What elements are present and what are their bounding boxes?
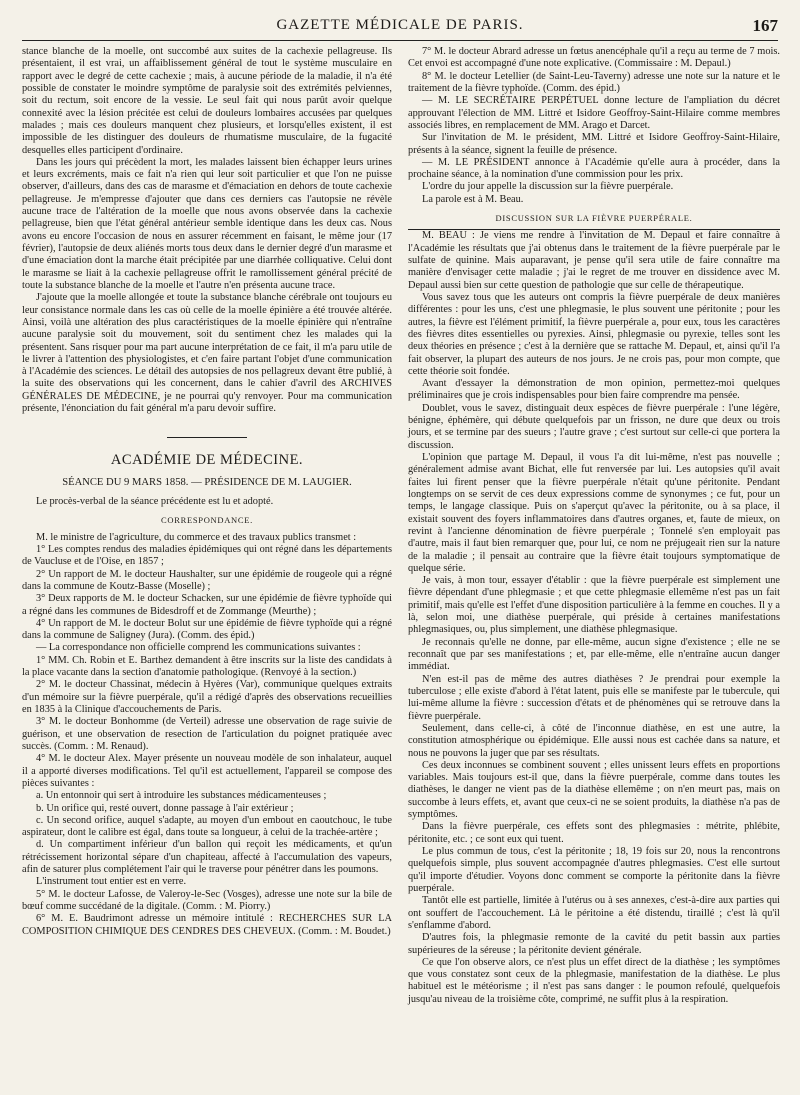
paragraph: a. Un entonnoir qui sert à introduire les substances médicamenteuses ; [36,790,327,802]
paragraph: Sur l'invitation de M. le président, MM. Littré et Isidore Geoffroy-Saint-Hilaire, présents à la séance, signent la feuille de présence. [408,132,780,156]
section-title: ACADÉMIE DE MÉDECINE. [110,452,304,469]
paragraph: Dans les jours qui précèdent la mort, les malades laissent bien échapper leurs urines et leurs excréments, mais ce fait n'a rien qui leur soit particulier et que l'on ne puisse observer, d'ailleurs, dans des cas de marasme et d'émaciation en dehors de toute cachexie pellagreuse. Je m'empresse d'ajouter que dans ces derniers cas l'autopsie ne révèle aucune trace de l'altération de la moelle que nous avons observée dans la cachexie pellagreuse, bien que l'état général antérieur semble identique dans les deux cas. Nous avons eu encore l'occasion de nous en assurer récemment en faisant, le même jour (17 février), l'autopsie de deux aliénés morts tous deux dans le dernier degré d'un marasme et d'une émaciation dont la marche était précipitée par une diarrhée colliquative. Celui dont le marasme se liait à la cachexie pellagreuse offrit le ramollissement général précité de toute la substance blanche de la moelle et l'autre n'en présenta aucune trace. [22,156,392,291]
subsection-heading: DISCUSSION SUR LA FIÈVRE PUERPÉRALE. [495,213,693,224]
paragraph: Ce que l'on observe alors, ce n'est plus un effet direct de la diathèse ; les symptômes que vous constatez sont ceux de la phlegmasie, manifestation de la diathèse. Le plus habituel est le météorisme ; il n'est pas sans danger : le poumon refoulé, quelquefois jusqu'au niveau de la troisième côte, comprimé, ne suffit plus à la respiration. [408,956,780,1005]
paragraph: La parole est à M. Beau. [422,193,524,205]
paragraph: b. Un orifice qui, resté ouvert, donne passage à l'air extérieur ; [36,802,294,814]
paragraph: Le procès-verbal de la séance précédente est lu et adopté. [36,496,274,507]
seance-line: SÉANCE DU 9 MARS 1858. — PRÉSIDENCE DE M. LAUGIER. [62,476,352,488]
paragraph: 2° Un rapport de M. le docteur Haushalter, sur une épidémie de rougeole qui a régné dans la commune de Koutz-Basse (Moselle) ; [22,568,392,592]
paragraph: c. Un second orifice, auquel s'adapte, au moyen d'un embout en caoutchouc, le tube aspirateur, dont le calibre est égal, dans toute sa longueur, à celui de la trachée-artère ; [22,814,392,839]
paragraph: 5° M. le docteur Lafosse, de Valeroy-le-Sec (Vosges), adresse une note sur la bile de bœuf comme succédané de la digitale. (Comm. : M. Piorry.) [22,888,392,912]
paragraph: 8° M. le docteur Letellier (de Saint-Leu-Taverny) adresse une note sur la nature et le traitement de la fièvre typhoïde. (Comm. des épid.) [408,70,780,94]
paragraph: Ces deux inconnues se combinent souvent ; elles unissent leurs effets en proportions variables. Mais toujours est-il que, dans la fièvre puerpérale, comme dans toutes les diathèses, le danger ne vient pas de la diathèse ellemême ; on n'en meurt pas, mais on succombe à leurs effets, et, avant que ceux-ci ne se soient produits, la diathèse n'a pas de symptômes. [408,759,780,821]
paragraph: M. le ministre de l'agriculture, du commerce et des travaux publics transmet : [36,531,357,543]
paragraph: — M. LE SECRÉTAIRE PERPÉTUEL donne lecture de l'ampliation du décret approuvant l'élection de MM. Littré et Isidore Geoffroy-Saint-Hilaire comme membres associés libres, en remplacement de MM. Arago et Darcet. [408,95,780,131]
subsection-heading: CORRESPONDANCE. [161,515,253,526]
paragraph: L'ordre du jour appelle la discussion sur la fièvre puerpérale. [422,181,674,193]
paragraph: — M. LE PRÉSIDENT annonce à l'Académie qu'elle aura à procéder, dans la prochaine séance, à la nomination d'une commission pour les prix. [408,156,780,181]
paragraph: — La correspondance non officielle comprend les communications suivantes : [36,642,361,654]
paragraph: 3° Deux rapports de M. le docteur Schacken, sur une épidémie de fièvre typhoïde qui a régné dans les communes de Bidesdroff et de Zommange (Meurthe) ; [22,593,392,617]
paragraph: L'instrument tout entier est en verre. [36,876,187,888]
paragraph: Avant d'essayer la démonstration de mon opinion, permettez-moi quelques préliminaires que je crois indispensables pour bien faire comprendre ma pensée. [408,378,780,402]
paragraph: stance blanche de la moelle, ont succombé aux suites de la cachexie pellagreuse. Ils présentaient, il est vrai, un affaiblissement général de tout le système musculaire en rapport avec le degré de cette cachexie ; mais, à aucune période de la maladie, il n'a été possible de constater le moindre symptôme de paralysie soit des extrémités pelviennes, soit du rectum, soit encore de la vessie. Le seul fait qui nous parût avoir quelque connexité avec la lésion précitée est celui de douleurs lombaires accusées par quelques malades ; mais ces douleurs manquent chez plusieurs, et lorsqu'elles existent, il est impossible de les distinguer des douleurs de rhumatisme musculaire, de la fugacité desquelles elles participent d'ordinaire. [22,46,392,156]
paragraph: J'ajoute que la moelle allongée et toute la substance blanche cérébrale ont toujours eu leur consistance normale dans les cas où celle de la moelle épinière a été trouvée altérée. Ainsi, voilà une altération des plus caractéristiques de la moelle épinière qui n'entraîne aucune paralysie soit du mouvement, soit du sentiment chez les malades qui la présentent. Sans risquer pour ma part aucune interprétation de ce fait, il m'a paru utile de le livrer à l'attention des physiologistes, et c'en faire partant l'objet d'une communication à l'Académie des sciences. Le détail des autopsies de nos pellagreux devant être publié, à la suite des observations qui les concernent, dans le cahier d'avril des ARCHIVES GÉNÉRALES DE MÉDECINE, je ne pourrai qu'y renvoyer. Pour ma communication présente, l'énonciation du fait général m'a paru devoir suffire. [22,292,392,415]
paragraph: 4° M. le docteur Alex. Mayer présente un nouveau modèle de son inhalateur, auquel il a apporté diverses modifications. Tel qu'il est actuellement, l'appareil se compose des pièces suivantes : [22,753,392,789]
paragraph: Je reconnais qu'elle ne donne, par elle-même, aucun signe d'existence ; elle ne se reconnaît que par ses manifestations ; et, par elle-même, elle n'entraîne aucun danger immédiat. [408,636,780,673]
paragraph: L'opinion que partage M. Depaul, il vous l'a dit lui-même, n'est pas nouvelle ; généralement admise avant Bichat, elle fut renversée par lui. Les autopsies qu'il avait faites lui firent penser que la fièvre puerpérale n'était qu'une péritonite. Pendant longtemps on se servit de ces deux expressions comme de synonymes ; ce fut, pour un temps, le langage classique. Puis on s'aperçut qu'avec la péritonite, ou à sa place, il existait souvent des foyers inflammatoires dans d'autres organes, et, faute de mieux, on revint à l'ancienne dénomination de fièvre puerpérale ; Tonnelé s'en employait pas d'autre, mais il faut bien remarquer que, pour lui, ce nom ne préjugeait rien sur la nature de la maladie ; il pensait au contraire que la fièvre était toujours symptomatique de quelque série. [408,452,780,574]
paragraph: Doublet, vous le savez, distinguait deux espèces de fièvre puerpérale : l'une légère, bénigne, éphémère, qui débute quelquefois par un frisson, ne dure que deux ou trois jours, et se termine par des sueurs ; l'autre grave ; c'est surtout sur celle-ci que portera la discussion. [408,402,780,451]
paragraph: M. BEAU : Je viens me rendre à l'invitation de M. Depaul et faire connaître à l'Académie les résultats que j'ai obtenus dans le traitement de la fièvre puerpérale par le sulfate de quinine. Mais auparavant, je pense qu'il sera utile de faire connaître ma manière d'envisager cette maladie ; j'ai le regret de me trouver en dissidence avec M. Depaul aussi bien sur cette question de pathologie que sur celle de thérapeutique. [408,230,780,291]
paragraph: D'autres fois, la phlegmasie remonte de la cavité du petit bassin aux parties supérieures de la séreuse ; la péritonite devient générale. [408,932,780,956]
page-number: 167 [752,16,778,35]
page-header [22,14,778,41]
paragraph: Vous savez tous que les auteurs ont compris la fièvre puerpérale de deux manières différentes : pour les uns, c'est une phlegmasie, le plus souvent une péritonite ; pour les autres, la fièvre est l'élément primitif, la fièvre puerpérale a, pour eux, tous les caractères des fièvres dites essentielles ou pyrexies. Ainsi, phlegmasie ou pyrexie, telles sont les deux théories en présence ; c'est à la dernière que se rattache M. Depaul, et, ainsi qu'il l'a fait observer, la plupart des auteurs de nos jours. Je ne crois pas, pour mon compte, que cette théorie soit fondée. [408,291,780,377]
paragraph: Le plus commun de tous, c'est la péritonite ; 18, 19 fois sur 20, nous la rencontrons quelquefois simple, plus souvent accompagnée d'autres phlegmasies. C'est elle surtout qu'il importe d'étudier. Voyons donc comment se comporte la péritonite dans la fièvre puerpérale. [408,846,780,894]
journal-title: GAZETTE MÉDICALE DE PARIS. [276,17,524,33]
section-divider [167,437,247,438]
right-column [408,46,780,1006]
paragraph: 4° Un rapport de M. le docteur Bolut sur une épidémie de fièvre typhoïde qui a régné dans la commune de Saligney (Jura). (Comm. des épid.) [22,617,392,642]
paragraph: 3° M. le docteur Bonhomme (de Verteil) adresse une observation de rage suivie de guérison, et une observation de resection de l'articulation du poignet pratiquée avec succès. (Comm. : M. Renaud). [22,716,392,752]
paragraph: 6° M. E. Baudrimont adresse un mémoire intitulé : RECHERCHES SUR LA COMPOSITION CHIMIQUE DES CENDRES DES CHEVEUX. (Comm. : M. Boudet.) [22,913,392,937]
left-column [22,46,392,938]
paragraph: 1° MM. Ch. Robin et E. Barthez demandent à être inscrits sur la liste des candidats à la place vacante dans la section d'anatomie pathologique. (Renvoyé à la section.) [22,654,392,679]
paragraph: Dans la fièvre puerpérale, ces effets sont des phlegmasies : métrite, phlébite, péritonite, etc. ; ce sont eux qui tuent. [408,821,780,845]
paragraph: 2° M. le docteur Chassinat, médecin à Hyères (Var), communique quelques extraits d'un mémoire sur la fièvre puerpérale, qu'il a rédigé d'après des observations recueillies en 1835 à la Clinique d'accouchements de Paris. [22,679,392,715]
paragraph: d. Un compartiment inférieur d'un ballon qui reçoit les médicaments, et qu'un rétrécissement horizontal sépare d'un chapiteau, affecté à l'accumulation des vapeurs, afin de saturer plus complétement l'air qui le traverse pour pénétrer dans les poumons. [22,839,392,876]
paragraph: 1° Les comptes rendus des maladies épidémiques qui ont régné dans les départements de Vaucluse et de l'Oise, en 1857 ; [22,543,392,568]
paragraph: Tantôt elle est partielle, limitée à l'utérus ou à ses annexes, c'est-à-dire aux parties qui ont souffert de l'accouchement. Là le péritoine a été distendu, tiraillé ; c'est là qu'il s'enflamme d'abord. [408,895,780,931]
paragraph: N'en est-il pas de même des autres diathèses ? Je prendrai pour exemple la tuberculose ; elle existe d'abord à l'état latent, puis elle se manifeste par le tubercule, qui lui-même allume la fièvre : succession d'états et de phénomènes qui se retrouve dans la fièvre puerpérale. [408,673,780,722]
paragraph: Seulement, dans celle-ci, à côté de l'inconnue diathèse, en est une autre, la constitution atmosphérique ou épidémique. Elle aussi nous est cachée dans sa nature, et nous ne pouvons la juger que par ses résultats. [408,722,780,759]
paragraph: Je vais, à mon tour, essayer d'établir : que la fièvre puerpérale est simplement une fièvre dépendant d'une phlegmasie ; et que cette phlegmasie ellemême n'est pas un fait primitif, mais qu'elle est l'effet d'une disposition particulière à la femme en couches. Il y a là, selon moi, une diathèse puerpérale, qui préside à certaines manifestations phlegmasiques, ou, plus simplement, une diathèse phlegmasique. [408,575,780,636]
paragraph: 7° M. le docteur Abrard adresse un fœtus anencéphale qu'il a reçu au terme de 7 mois. Cet envoi est accompagné d'une note explicative. (Commissaire : M. Depaul.) [408,46,780,70]
